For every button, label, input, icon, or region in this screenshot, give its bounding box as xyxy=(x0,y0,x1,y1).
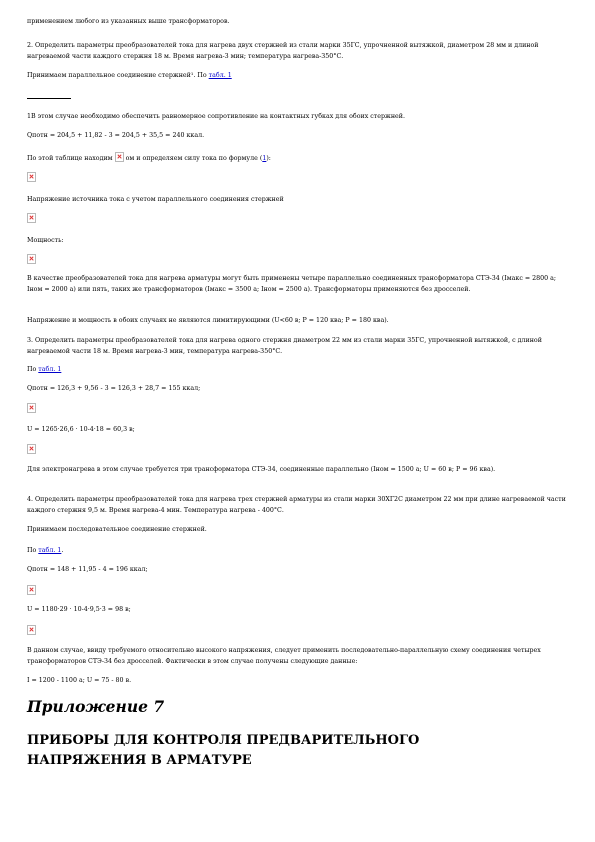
paragraph-find-resistance: По этой таблице находим ом и определяем силу тока по формуле (1): xyxy=(27,152,572,164)
broken-image-icon xyxy=(27,585,36,595)
paragraph-task-2: 2. Определить параметры преобразователей тока для нагрева двух стержней из стали марки 35ГС, упрочненной вытяжкой, диаметром 28 мм и длиной нагреваемой части каждого стержня 18 м. Время нагрева-3 мин; температура нагрева-350°С. xyxy=(27,42,539,60)
paragraph-task-4: 4. Определить параметры преобразователей тока для нагрева трех стержней арматуры из стали марки 30ХГ2С диаметром 22 мм при длине нагреваемой части каждого стержня 9,5 м. Время нагрева-4 мин. Температура нагрева - 400°С. xyxy=(27,496,566,514)
formula-voltage-2: U = 1265·26,6 · 10-4·18 = 60,3 в; xyxy=(27,426,135,433)
paragraph-three-transformers: Для электронагрева в этом случае требуется три трансформатора СТЭ-34, соединенные параллельно (Iном = 1500 а; U = 60 в; P = 96 ква). xyxy=(27,466,496,473)
paragraph-voltage-power-limits: Напряжение и мощность в обоих случаях не являются лимитирующими (U<60 в; P = 120 ква; P = 180 ква). xyxy=(27,317,389,324)
formula-heat-loss-2: Qпотн = 126,3 + 9,56 - 3 = 126,3 + 28,7 = 155 ккал; xyxy=(27,385,201,392)
footnote-divider xyxy=(27,98,71,99)
paragraph-power-label: Мощность: xyxy=(27,237,64,244)
broken-image-icon xyxy=(27,625,36,635)
formula-result: I = 1200 - 1100 а; U = 75 - 80 в. xyxy=(27,677,132,684)
footnote-ref-1: ¹ xyxy=(190,72,194,79)
broken-image-icon xyxy=(115,152,124,162)
broken-image-icon xyxy=(27,213,36,223)
paragraph-series-parallel-scheme: В данном случае, ввиду требуемого относительно высокого напряжения, следует применить последовательно-параллельную схему соединения четырех трансформаторов СТЭ-34 без дросселей. Фактически в этом случае получены следующие данные: xyxy=(27,647,541,665)
link-table-1[interactable]: табл. 1 xyxy=(208,72,232,79)
paragraph-by-table-3: По табл. 1. xyxy=(27,547,64,554)
broken-image-icon xyxy=(27,172,36,182)
paragraph-task-3: 3. Определить параметры преобразователей тока для нагрева одного стержня диаметром 22 мм из стали марки 35ГС, упрочненной вытяжкой, с длиной нагреваемой части 18 м. Время нагрева-3 мин, температура нагрева-350°С. xyxy=(27,337,542,355)
formula-heat-loss-3: Qпотн = 148 + 11,95 - 4 = 196 ккал; xyxy=(27,566,148,573)
broken-image-icon xyxy=(27,254,36,264)
paragraph-parallel-connection: Принимаем параллельное соединение стержней¹. По табл. 1 xyxy=(27,72,232,79)
link-table-1[interactable]: табл. 1 xyxy=(38,366,62,373)
paragraph-series-connection: Принимаем последовательное соединение стержней. xyxy=(27,526,207,533)
link-formula-1[interactable]: 1 xyxy=(262,155,267,162)
broken-image-icon xyxy=(27,403,36,413)
section-heading-line-2: НАПРЯЖЕНИЯ В АРМАТУРЕ xyxy=(27,753,252,768)
paragraph-intro: применением любого из указанных выше трансформаторов. xyxy=(27,18,230,25)
link-table-1[interactable]: табл. 1 xyxy=(38,547,62,554)
formula-voltage-3: U = 1180·29 · 10-4·9,5·3 = 98 в; xyxy=(27,606,131,613)
section-heading-line-1: ПРИБОРЫ ДЛЯ КОНТРОЛЯ ПРЕДВАРИТЕЛЬНОГО xyxy=(27,733,420,748)
footnote-text: 1В этом случае необходимо обеспечить равномерное сопротивление на контактных губках для обоих стержней. xyxy=(27,113,405,120)
paragraph-by-table-2: По табл. 1 xyxy=(27,366,62,373)
section-heading xyxy=(27,731,572,771)
paragraph-transformers-choice: В качестве преобразователей тока для нагрева арматуры могут быть применены четыре параллельно соединенных трансформатора СТЭ-34 (Iмакс = 2800 а; Iном = 2000 а) или пять, таких же трансформаторов (Iмакс = 3500 а; Iном = 2500 а). Трансформаторы применяются без дросселей. xyxy=(27,275,557,293)
paragraph-source-voltage: Напряжение источника тока с учетом параллельного соединения стержней xyxy=(27,196,284,203)
formula-heat-loss: Qпотн = 204,5 + 11,82 - 3 = 204,5 + 35,5 = 240 ккал. xyxy=(27,132,205,139)
broken-image-icon xyxy=(27,444,36,454)
appendix-title: Приложение 7 xyxy=(27,697,165,716)
